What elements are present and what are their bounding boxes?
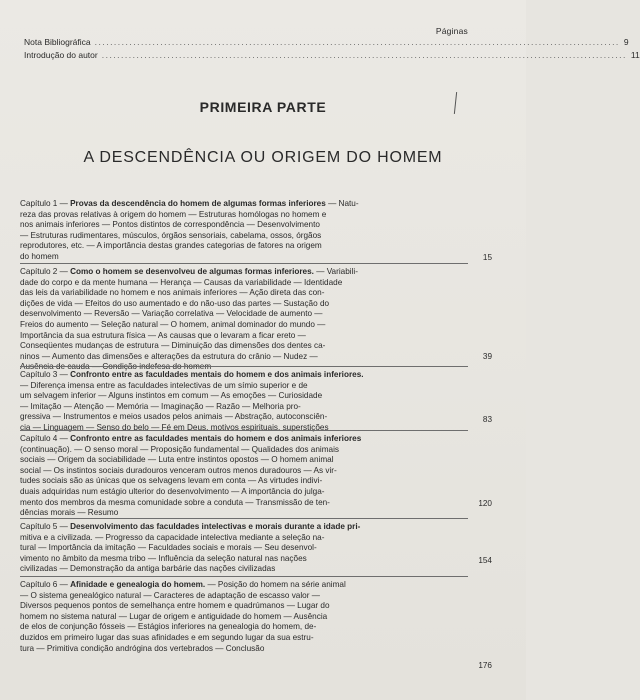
chapter-line: sociais — Origem da sociabilidade — Luta entre instintos opostos — O homem animal <box>20 455 334 465</box>
chapter-line: (continuação). — O senso moral — Proposição fundamental — Qualidades dos animais <box>20 444 340 454</box>
dot-leader: ........................................................................................................................................ <box>101 50 627 60</box>
chapter-line: duzidos em primeiro lugar das suas afinidades e em segundo lugar da sua estru- <box>20 632 314 642</box>
chapter-entry <box>20 199 458 263</box>
chapter-page: 15 <box>482 253 492 262</box>
chapter-label: Capítulo 5 — <box>20 522 71 531</box>
chapter-line: duais adquiridas num estágio ulterior do desenvolvimento — A importância do julga- <box>20 486 325 496</box>
chapter-entry <box>20 434 458 519</box>
dot-leader: ........................................................................................................................................ <box>94 37 620 47</box>
front-matter-row <box>24 50 640 60</box>
chapter-entry <box>20 370 458 434</box>
chapter-line: dições de vida — Efeitos do uso aumentado e do não-uso das partes — Sustação do <box>20 298 330 308</box>
chapter-line: Ausência de cauda — Condição indefesa do homem <box>20 362 212 372</box>
chapter-head-rest: — Posição do homem na série animal <box>205 580 346 589</box>
separator-rule <box>20 576 468 577</box>
chapter-label: Capítulo 3 — <box>20 370 71 379</box>
chapter-line: Diversos pequenos pontos de semelhança entre homem e quadrúmanos — Lugar do <box>20 601 330 611</box>
chapter-line: de elos de conjunção fósseis — Estágios inferiores na genealogia do homem, de- <box>20 622 317 632</box>
chapter-title: Como o homem se desenvolveu de algumas formas inferiores. <box>70 267 314 276</box>
chapter-page: 176 <box>478 661 492 670</box>
pages-column-header: Páginas <box>435 26 468 36</box>
chapter-entry <box>20 580 458 654</box>
chapter-line: nos animais inferiores — Pontos distintos de correspondência — Desenvolvimento <box>20 220 320 230</box>
chapter-page: 83 <box>482 415 492 424</box>
chapter-label: Capítulo 6 — <box>20 580 71 589</box>
chapter-line: mento dos membros da mesma comunidade sobre a conduta — Transmissão de ten- <box>20 497 330 507</box>
chapter-line: desenvolvimento — Reversão — Variação correlativa — Velocidade de aumento — <box>20 309 323 319</box>
chapter-line: — O sistema genealógico natural — Caracteres de adaptação de escasso valor — <box>20 590 320 600</box>
chapter-line: civilizadas — Demonstração da antiga barbárie das nações civilizadas <box>20 564 276 574</box>
chapter-line: um selvagem inferior — Alguns instintos em comum — As emoções — Curiosidade <box>20 391 323 401</box>
chapter-line: tura — Primitiva condição andrógina dos vertebrados — Conclusão <box>20 643 265 653</box>
separator-rule <box>20 518 468 519</box>
front-matter-page: 11 <box>630 50 640 60</box>
front-matter-label: Nota Bibliográfica <box>24 37 91 47</box>
chapter-line: do homem <box>20 251 59 261</box>
separator-rule <box>20 263 468 264</box>
chapter-line: homem no sistema natural — Lugar de origem e antiguidade do homem — Ausência <box>20 611 328 621</box>
chapter-line: dências morais — Resumo <box>20 508 119 518</box>
chapter-line: tural — Importância da imitação — Faculdades sociais e morais — Seu desenvol- <box>20 543 317 553</box>
separator-rule <box>20 430 468 431</box>
front-matter-page: 9 <box>623 37 629 47</box>
chapter-label: Capítulo 2 — <box>20 267 71 276</box>
main-title: A DESCENDÊNCIA OU ORIGEM DO HOMEM <box>83 149 443 166</box>
chapter-title: Afinidade e genealogia do homem. <box>70 580 206 589</box>
chapter-line: vimento no âmbito da mesma tribo — Influência da seleção natural nas nações <box>20 553 307 563</box>
chapter-line: — Imitação — Atenção — Memória — Imaginação — Razão — Melhoria pro- <box>20 401 301 411</box>
chapter-page: 120 <box>478 499 492 508</box>
chapter-head-rest: — Variabili- <box>313 267 358 276</box>
chapter-line: gressiva — Instrumentos e meios usados pelos animais — Abstração, autoconsciên- <box>20 412 328 422</box>
chapter-label: Capítulo 1 — <box>20 199 71 208</box>
chapter-line: ninos — Aumento das dimensões e alterações da estrutura do crânio — Nudez — <box>20 351 318 361</box>
front-matter-label: Introdução do autor <box>24 50 98 60</box>
chapter-page: 39 <box>482 352 492 361</box>
chapter-line: reprodutores, etc. — A importância destas grandes categorias de fatores na origem <box>20 241 322 251</box>
chapter-line: — Estruturas rudimentares, músculos, órgãos sensoriais, cabelama, ossos, órgãos <box>20 230 322 240</box>
chapter-line: mitiva e a civilizada. — Progresso da capacidade intelectiva mediante a seleção na- <box>20 532 325 542</box>
chapter-line: reza das provas relativas à origem do homem — Estruturas homólogas no homem e <box>20 209 327 219</box>
chapter-line: Freios do aumento — Seleção natural — O homem, animal dominador do mundo — <box>20 319 326 329</box>
chapter-label: Capítulo 4 — <box>20 434 71 443</box>
chapter-title: Desenvolvimento das faculdades intelectivas e morais durante a idade pri- <box>70 522 361 531</box>
front-matter-row <box>24 37 629 47</box>
chapter-title: Provas da descendência do homem de algumas formas inferiores <box>70 199 326 208</box>
chapter-title: Confronto entre as faculdades mentais do homem e dos animais inferiores. <box>70 370 364 379</box>
chapter-line: — Diferença imensa entre as faculdades intelectivas de um símio superior e de <box>20 380 308 390</box>
chapter-entry <box>20 522 458 575</box>
chapter-entry <box>20 267 458 373</box>
chapter-head-rest: — Natu- <box>325 199 359 208</box>
part-title: PRIMEIRA PARTE <box>199 99 327 115</box>
chapter-line: dade do corpo e da mente humana — Herança — Causas da variabilidade — Identidade <box>20 277 343 287</box>
chapter-line: social — Os instintos sociais duradouros venceram outros menos duradouros — As vir- <box>20 465 337 475</box>
chapter-line: cia — Linguagem — Senso do belo — Fé em Deus, motivos espirituais, superstições <box>20 422 329 432</box>
chapter-line: Importância da sua estrutura física — As causas que o levaram a ficar ereto — <box>20 330 306 340</box>
chapter-line: tudes sociais são as únicas que os selvagens levam em conta — As virtudes indivi- <box>20 476 323 486</box>
separator-rule <box>20 366 468 367</box>
chapter-page: 154 <box>478 556 492 565</box>
chapter-title: Confronto entre as faculdades mentais do homem e dos animais inferiores <box>70 434 362 443</box>
chapter-line: Conseqüentes mudanças de estrutura — Diminuição das dimensões dos dentes ca- <box>20 341 326 351</box>
chapter-line: das leis da variabilidade no homem e nos animais inferiores — Ação direta das con- <box>20 288 325 298</box>
